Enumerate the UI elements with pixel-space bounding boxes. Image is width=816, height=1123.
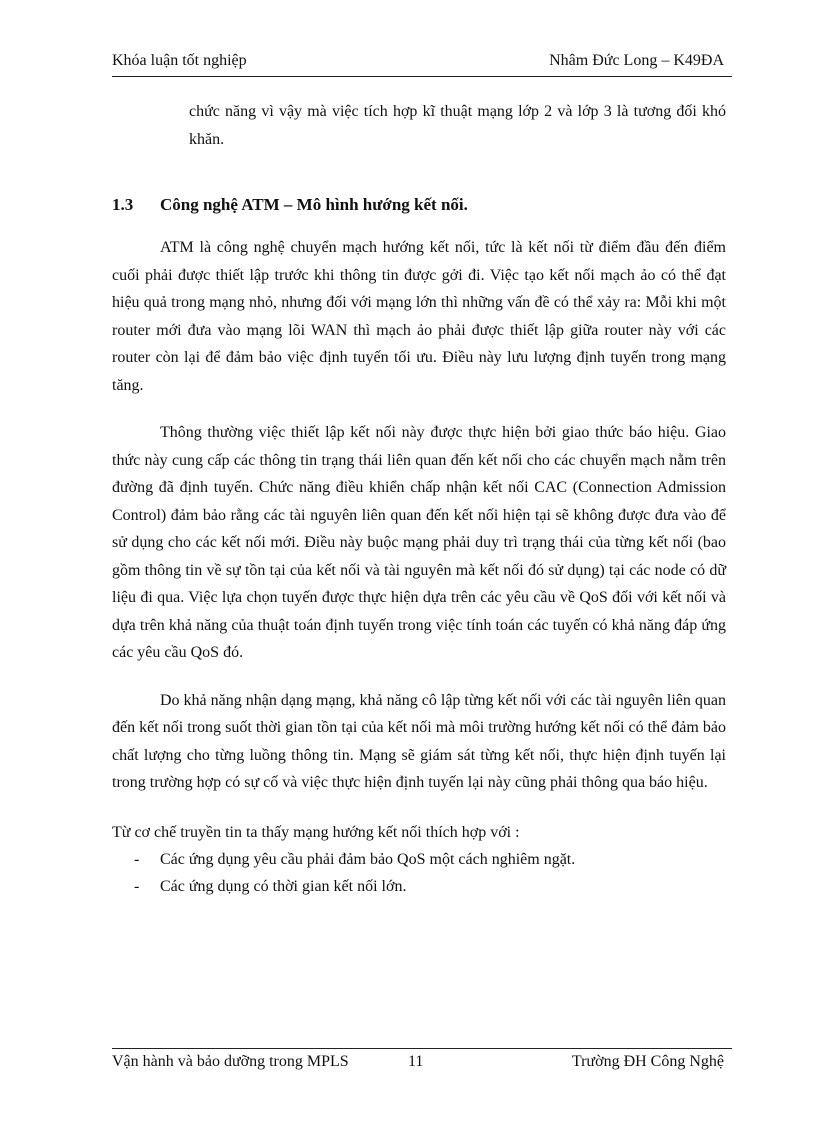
section-title: Công nghệ ATM – Mô hình hướng kết nối.	[160, 195, 468, 214]
list-item	[112, 846, 726, 873]
list-intro: Từ cơ chế truyền tin ta thấy mạng hướng kết nối thích hợp với :	[112, 823, 520, 841]
section-number: 1.3	[112, 195, 134, 214]
list-item	[112, 873, 726, 900]
section-heading	[112, 191, 726, 218]
header-author: Nhâm Đức Long – K49ĐA	[549, 52, 724, 69]
header-thesis-title: Khóa luận tốt nghiệp	[112, 52, 247, 69]
list-item-text: Các ứng dụng yêu cầu phải đảm bảo QoS một cách nghiêm ngặt.	[160, 851, 576, 868]
page-header	[112, 52, 732, 77]
page-footer	[112, 1048, 732, 1077]
continuation-paragraph: chức năng vì vậy mà việc tích hợp kĩ thuật mạng lớp 2 và lớp 3 là tương đối khó khăn.	[189, 103, 726, 148]
page-body	[112, 98, 726, 900]
bullet-list	[112, 846, 726, 900]
bullet-dash: -	[134, 851, 140, 868]
bullet-dash: -	[134, 878, 140, 895]
paragraph: ATM là công nghệ chuyển mạch hướng kết nối, tức là kết nối từ điểm đầu đến điểm cuối phải được thiết lập trước khi thông tin được gởi đi. Việc tạo kết nối mạch ảo có thể đạt hiệu quả trong mạng nhỏ, nhưng đối với mạng lớn thì những vấn đề có thể xảy ra: Mỗi khi một router mới đưa vào mạng lõi WAN thì mạch ảo phải được thiết lập giữa router này với các router còn lại để đảm bảo việc định tuyến tối ưu. Điều này lưu lượng định tuyến trong mạng tăng.	[112, 239, 726, 394]
paragraph: Thông thường việc thiết lập kết nối này được thực hiện bởi giao thức báo hiệu. Giao thức này cung cấp các thông tin trạng thái liên quan đến kết nối cho các chuyển mạch nằm trên đường đã định tuyến. Chức năng điều khiển chấp nhận kết nối CAC (Connection Admission Control) đảm bảo rằng các tài nguyên liên quan đến kết nối hiện tại sẽ không được đưa vào để sử dụng cho các kết nối mới. Điều này buộc mạng phải duy trì trạng thái của từng kết nối (bao gồm thông tin về sự tồn tại của kết nối và tài nguyên mà kết nối đó sử dụng) tại các node có dữ liệu đi qua. Việc lựa chọn tuyến được thực hiện dựa trên các yêu cầu về QoS đối với kết nối và dựa trên khả năng của thuật toán định tuyến trong việc tính toán các tuyến có khả năng đáp ứng các yêu cầu QoS đó.	[112, 424, 726, 661]
page-number: 11	[408, 1053, 424, 1070]
paragraph: Do khả năng nhận dạng mạng, khả năng cô lập từng kết nối với các tài nguyên liên quan đến kết nối trong suốt thời gian tồn tại của kết nối mà môi trường hướng kết nối có thể đảm bảo chất lượng cho từng luồng thông tin. Mạng sẽ giám sát từng kết nối, thực hiện định tuyến lại trong trường hợp có sự cố và việc thực hiện định tuyến lại này cũng phải thông qua báo hiệu.	[112, 691, 726, 791]
footer-course-title: Vận hành và bảo dưỡng trong MPLS	[112, 1053, 349, 1070]
list-item-text: Các ứng dụng có thời gian kết nối lớn.	[160, 878, 407, 895]
footer-university: Trường ĐH Công Nghệ	[571, 1053, 724, 1070]
